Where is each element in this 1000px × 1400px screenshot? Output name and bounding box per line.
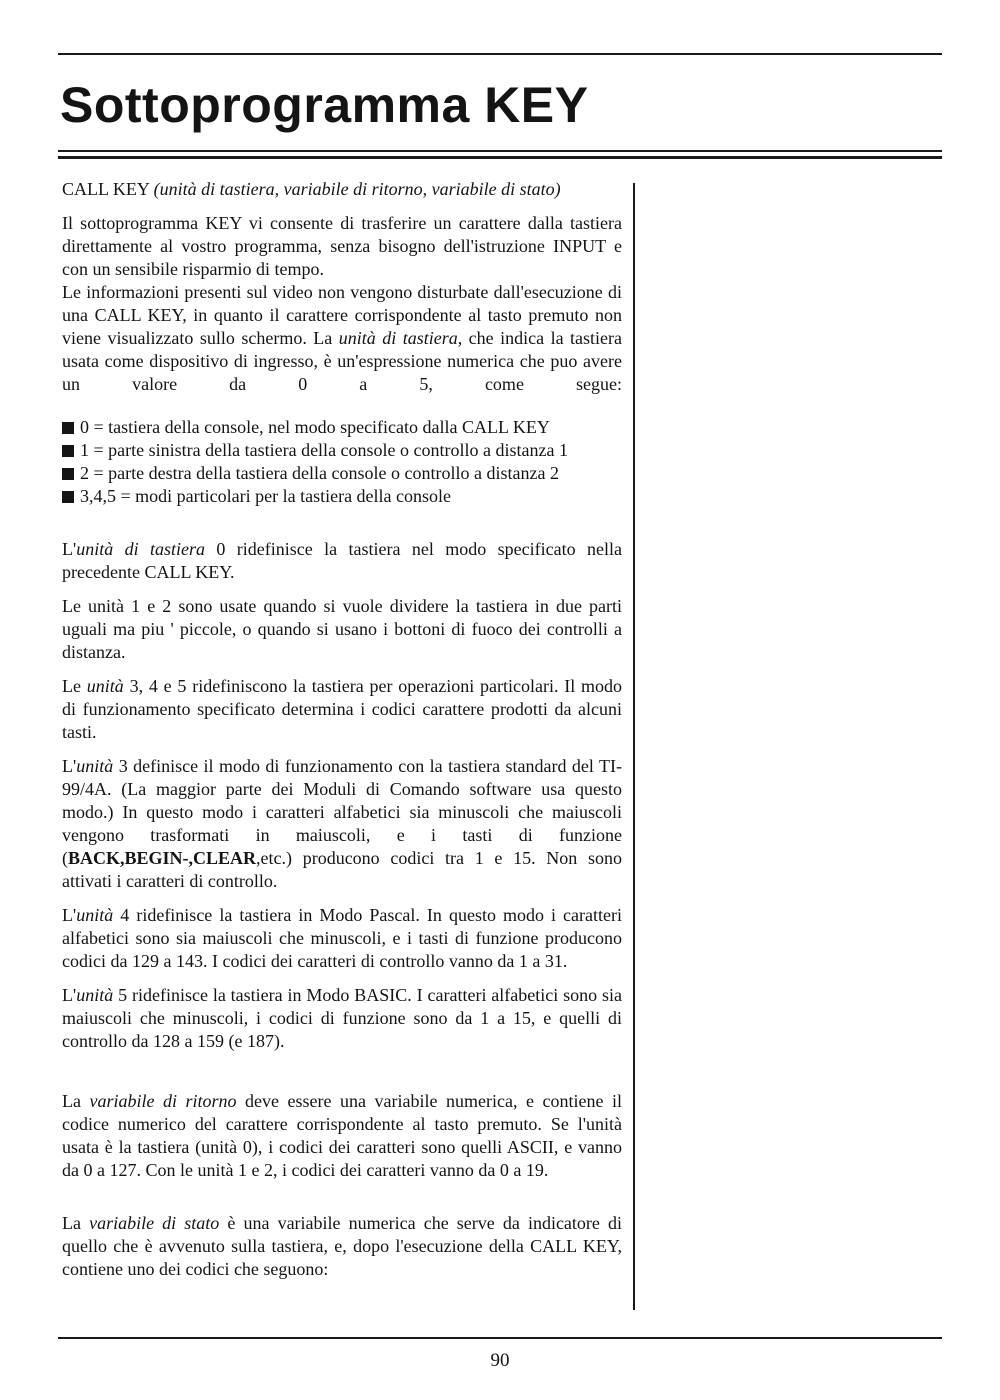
status-variable-paragraph: La variabile di stato è una variabile numerica che serve da indicatore di quello che è avvenuto sulla tastiera, e, dopo l'esecuzione della CALL KEY, contiene uno dei codici che seguono: <box>62 1213 623 1279</box>
syntax-call-keyword: CALL KEY <box>62 179 154 199</box>
page-title: Sottoprogramma KEY <box>60 77 589 133</box>
bottom-rule <box>58 1337 942 1339</box>
list-item: 0 = tastiera della console, nel modo specificato dalla CALL KEY <box>62 416 622 439</box>
title-double-rule-upper <box>58 150 942 152</box>
list-item: 3,4,5 = modi particolari per la tastiera della console <box>62 485 622 508</box>
square-bullet-icon <box>62 422 74 434</box>
intro-paragraph-2: Le informazioni presenti sul video non vengono disturbate dall'esecuzione di una CALL KEY, in quanto il carattere corrispondente al tasto premuto non viene visualizzato sullo schermo. La unità di tastiera, che indica la tastiera usata come dispositivo di ingresso, è un'espressione numerica che puo avere un valore da 0 a 5, come segue: <box>62 282 623 394</box>
list-item: 1 = parte sinistra della tastiera della console o controllo a distanza 1 <box>62 439 622 462</box>
column-vertical-rule <box>633 183 635 1310</box>
unit5-paragraph: L'unità 5 ridefinisce la tastiera in Modo BASIC. I caratteri alfabetici sono sia maiuscoli che minuscoli, i codici di funzione sono da 1 a 15, e quelli di controllo da 128 a 159 (e 187). <box>62 985 622 1051</box>
return-variable-paragraph: La variabile di ritorno deve essere una variabile numerica, e contiene il codice numerico del carattere corrispondente al tasto premuto. Se l'unità usata è la tastiera (unità 0), i codici dei caratteri sono quelli ASCII, e vanno da 0 a 127. Con le unità 1 e 2, i codici dei caratteri vanno da 0 a 19. <box>62 1091 622 1180</box>
main-text-column <box>62 178 622 1292</box>
syntax-arguments: (unità di tastiera, variabile di ritorno, variabile di stato) <box>153 179 561 199</box>
units12-paragraph: Le unità 1 e 2 sono usate quando si vuole dividere la tastiera in due parti uguali ma piu ' piccole, o quando si usano i bottoni di fuoco dei controlli a distanza. <box>62 596 622 662</box>
call-syntax <box>62 178 622 201</box>
page-number: 90 <box>490 1350 510 1371</box>
title-double-rule-lower <box>58 156 942 159</box>
unit0-paragraph: L'unità di tastiera 0 ridefinisce la tastiera nel modo specificato nella precedente CALL KEY. <box>62 539 622 582</box>
square-bullet-icon <box>62 468 74 480</box>
list-item: 2 = parte destra della tastiera della console o controllo a distanza 2 <box>62 462 622 485</box>
top-rule <box>58 53 942 55</box>
square-bullet-icon <box>62 491 74 503</box>
unit4-paragraph: L'unità 4 ridefinisce la tastiera in Modo Pascal. In questo modo i caratteri alfabetici sono sia maiuscoli che minuscoli, e i tasti di funzione producono codici da 129 a 143. I codici dei caratteri di controllo vanno da 1 a 31. <box>62 905 622 971</box>
unit-list <box>62 416 622 508</box>
unit3-paragraph: L'unità 3 definisce il modo di funzionamento con la tastiera standard del TI-99/4A. (La maggior parte dei Moduli di Comando software usa questo modo.) In questo modo i caratteri alfabetici sia minuscoli che maiuscoli vengono trasformati in maiuscoli, e i tasti di funzione (BACK,BEGIN-,CLEAR,etc.) producono codici tra 1 e 15. Non sono attivati i caratteri di controllo. <box>62 756 622 891</box>
intro-paragraph-1: Il sottoprogramma KEY vi consente di trasferire un carattere dalla tastiera direttamente al vostro programma, senza bisogno dell'istruzione INPUT e con un sensibile risparmio di tempo. <box>62 213 622 279</box>
units345-paragraph: Le unità 3, 4 e 5 ridefiniscono la tastiera per operazioni particolari. Il modo di funzionamento specificato determina i codici carattere prodotti da alcuni tasti. <box>62 676 623 742</box>
square-bullet-icon <box>62 445 74 457</box>
